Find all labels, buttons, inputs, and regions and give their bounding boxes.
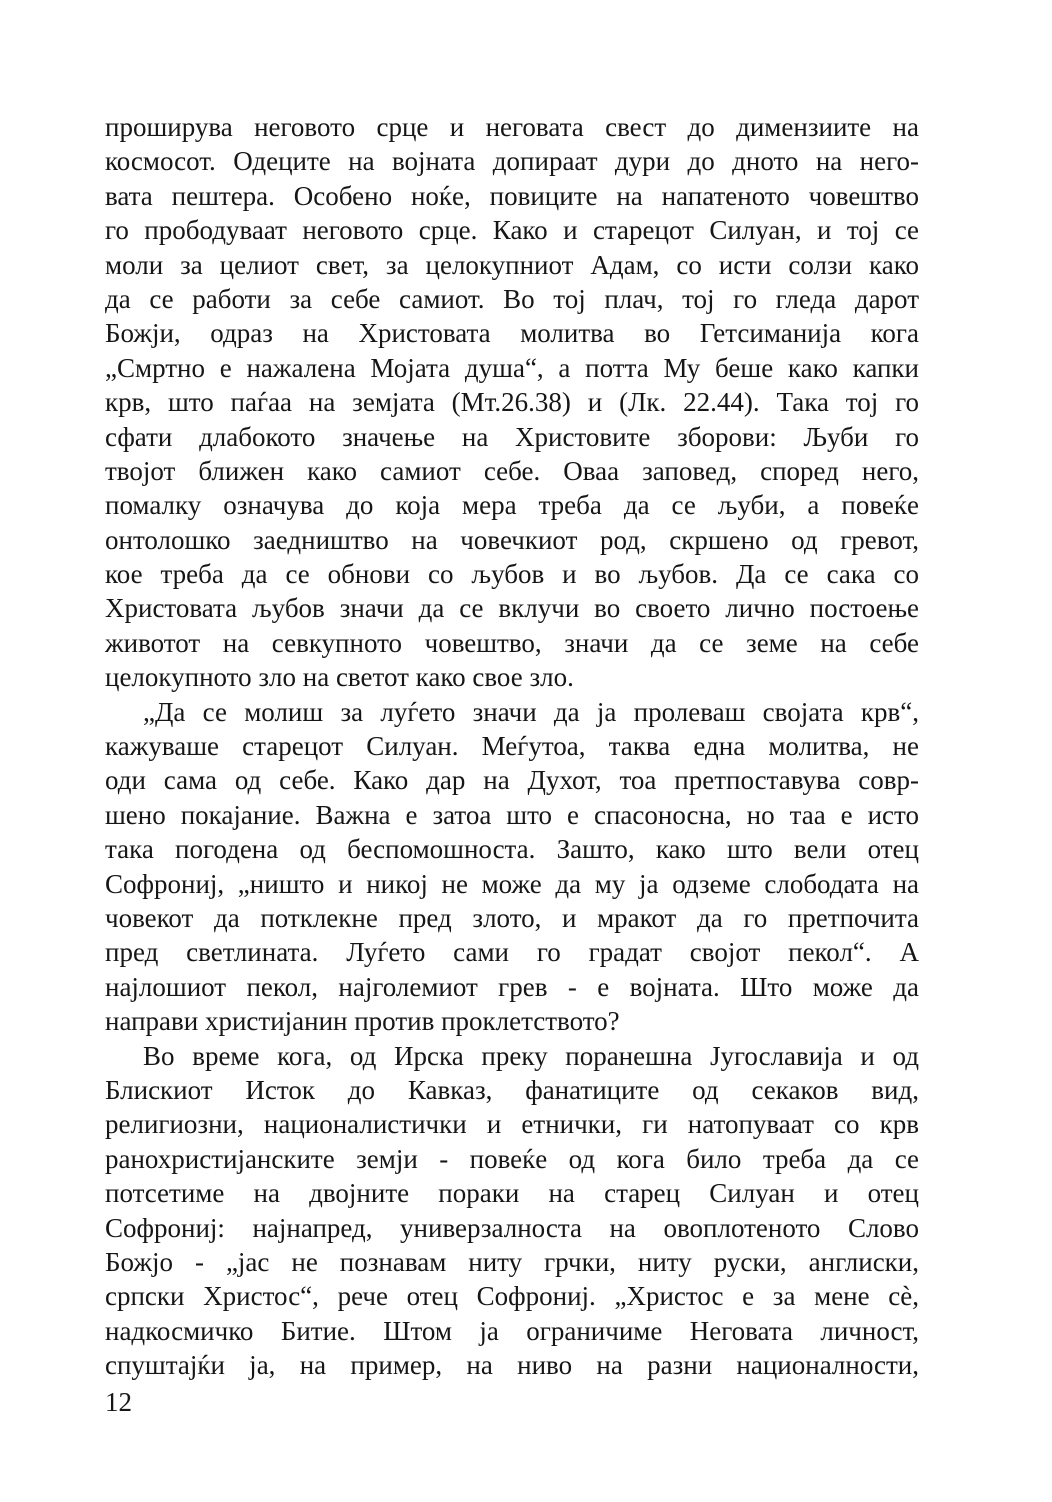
text-line: животот на севкупното човештво, значи да се земе на себе [105, 627, 919, 658]
text-line: космосот. Одеците на војната допираат дури до дното на него- [105, 146, 919, 177]
text-line: направи христијанин против проклетството? [105, 1006, 620, 1037]
text-line: крв, што паѓаа на земјата (Мт.26.38) и (Лк. 22.44). Така тој го [105, 387, 919, 418]
text-line: моли за целиот свет, за целокупниот Адам, со исти солзи како [105, 249, 919, 280]
text-block [105, 110, 919, 1382]
text-line: религиозни, националистички и етнички, ги натопуваат со крв [105, 1109, 919, 1140]
paragraph [105, 1039, 919, 1383]
paragraph [105, 695, 919, 1039]
text-line: српски Христос“, рече отец Софрониј. „Христос е за мене сѐ, [105, 1281, 919, 1312]
text-line: Божји, одраз на Христовата молитва во Гетсиманија кога [105, 318, 919, 349]
text-line: оди сама од себе. Како дар на Духот, тоа претпоставува совр- [105, 765, 919, 796]
text-line: надкосмичко Битие. Штом ја ограничиме Неговата личност, [105, 1315, 919, 1346]
text-line: твојот ближен како самиот себе. Оваа заповед, според него, [105, 455, 919, 486]
text-line: сфати длабокото значење на Христовите зборови: Љуби го [105, 421, 919, 452]
text-line: онтолошко заедништво на човечкиот род, скршено од гревот, [105, 524, 919, 555]
text-line: Христовата љубов значи да се вклучи во своето лично постоење [105, 593, 919, 624]
text-line: да се работи за себе самиот. Во тој плач, тој го гледа дарот [105, 283, 919, 314]
text-line: Блискиот Исток до Кавказ, фанатиците од секаков вид, [105, 1074, 919, 1105]
text-line: спуштајќи ја, на пример, на ниво на разни националности, [105, 1350, 919, 1381]
text-line: човекот да потклекне пред злото, и мракот да го претпочита [105, 902, 919, 933]
text-line: најлошиот пекол, најголемиот грев - е војната. Што може да [105, 971, 919, 1002]
text-line: така погодена од беспомошноста. Зашто, како што вели отец [105, 834, 919, 865]
text-line: пред светлината. Луѓето сами го градат својот пекол“. А [105, 937, 919, 968]
text-line: проширува неговото срце и неговата свест до димензиите на [105, 112, 919, 142]
text-line: „Да се молиш за луѓето значи да ја пролеваш својата крв“, [143, 696, 919, 727]
text-line: Во време кога, од Ирска преку поранешна Југославија и од [143, 1040, 919, 1071]
text-line: го прободуваат неговото срце. Како и старецот Силуан, и тој се [105, 215, 919, 246]
text-line: кое треба да се обнови со љубов и во љубов. Да се сака со [105, 559, 919, 590]
text-line: Божјо - „јас не познавам ниту грчки, ниту руски, англиски, [105, 1246, 919, 1277]
text-line: потсетиме на двојните пораки на старец Силуан и отец [105, 1178, 919, 1209]
text-line: Софрониј, „ништо и никој не може да му ја одземе слободата на [105, 868, 919, 899]
text-line: целокупното зло на светот како свое зло. [105, 662, 574, 693]
text-line: „Смртно е нажалена Мојата душа“, а потта Му беше како капки [105, 352, 919, 383]
text-line: шено покајание. Важна е затоа што е спасоносна, но таа е исто [105, 799, 919, 830]
text-line: Софрониј: најнапред, универзалноста на овоплотеното Слово [105, 1212, 919, 1243]
text-line: вата пештера. Особено ноќе, повиците на напатеното човештво [105, 180, 919, 211]
paragraph [105, 110, 919, 695]
text-line: ранохристијанските земји - повеќе од кога било треба да се [105, 1143, 919, 1174]
page-number: 12 [105, 1387, 132, 1417]
text-line: кажуваше старецот Силуан. Меѓутоа, таква една молитва, не [105, 731, 919, 762]
text-line: помалку означува до која мера треба да се љуби, а повеќе [105, 490, 919, 521]
